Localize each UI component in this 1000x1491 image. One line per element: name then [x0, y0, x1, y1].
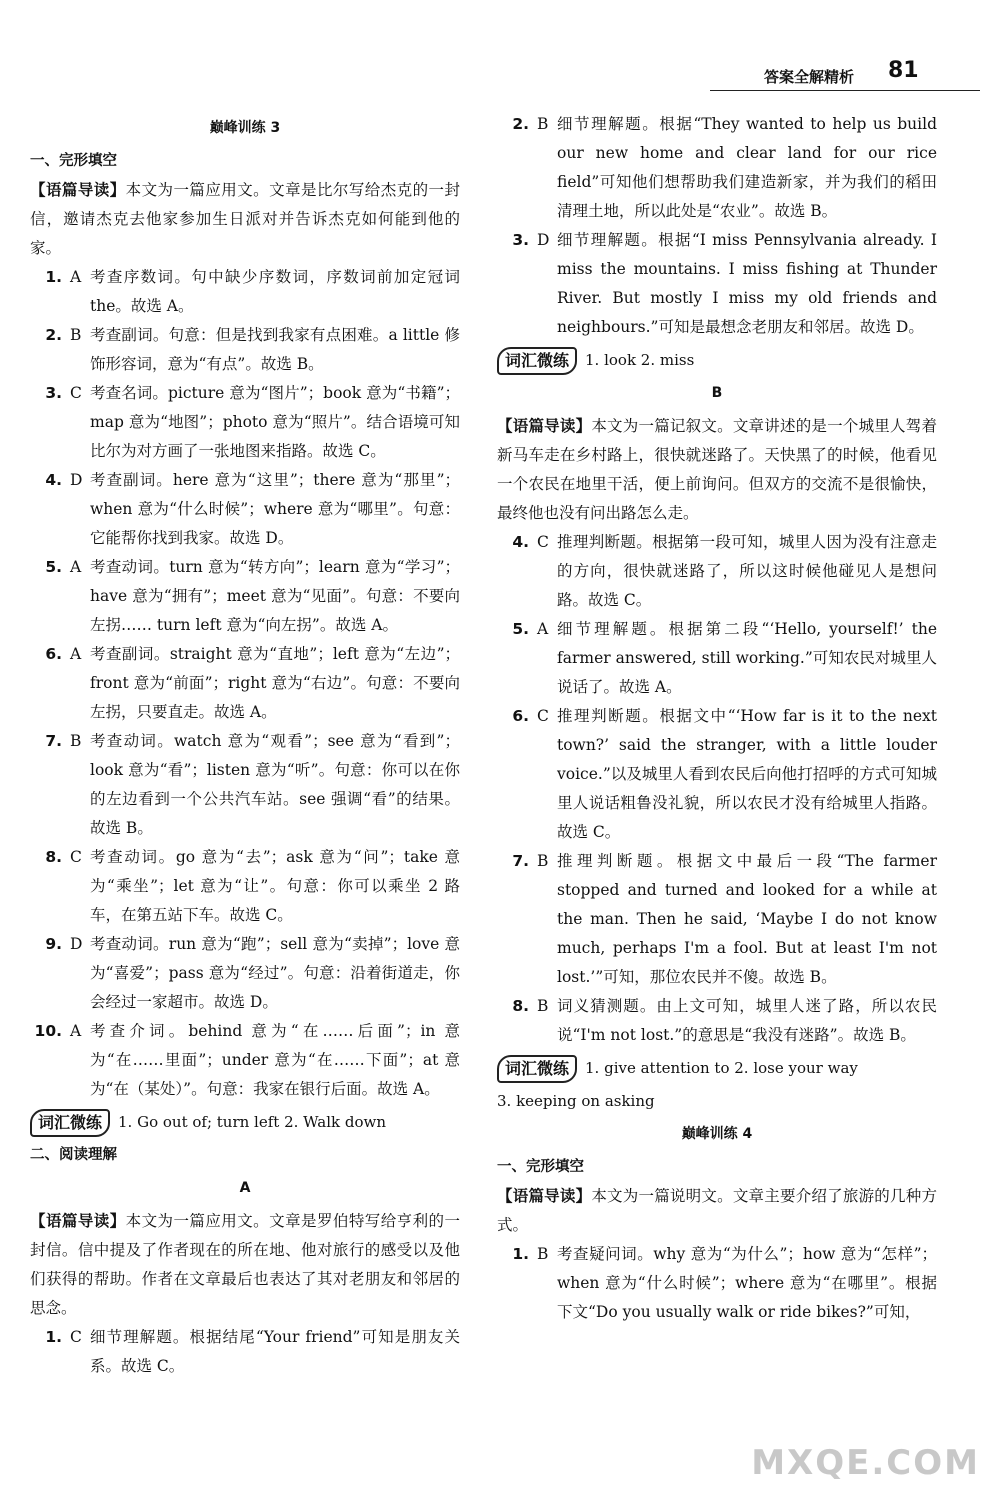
vocab-text: 1. look 2. miss: [585, 351, 695, 369]
part-heading: 一、完形填空: [497, 1159, 584, 1175]
item-answer: B: [537, 1245, 549, 1263]
guide-paragraph: [497, 1182, 937, 1240]
part-heading: 二、阅读理解: [30, 1147, 117, 1163]
guide-text: 本文为一篇记叙文。文章讲述的是一个城里人驾着新马车走在乡村路上，很快就迷路了。天快黑了的时候，他看见一个农民在地里干活，便上前询问。但双方的交流不是很愉快，最终他也没有问出路怎么走。: [497, 417, 937, 522]
item-answer: D: [70, 935, 83, 953]
item-text: 考查动词。watch 意为“观看”；see 意为“看到”；look 意为“看”；listen 意为“听”。句意：你可以在你的左边看到一个公共汽车站。see 强调“看”的结果。故选 B。: [90, 732, 460, 837]
item-number: 3.: [512, 231, 529, 249]
item-answer: D: [70, 471, 83, 489]
item-number: 2.: [512, 115, 529, 133]
guide-tag: 【语篇导读】: [30, 1212, 126, 1230]
answer-item: [497, 615, 937, 702]
answer-item: [30, 1323, 460, 1381]
vocab-badge: 词汇微练: [497, 347, 577, 375]
item-text: 推理判断题。根据文中最后一段“The farmer stopped and turned and looked for a while at the man. Then he said, ‘Maybe I do not know much, perhaps I'm a fool. But at least I'm not lost.’”可知，那位农民并不傻。故选 B。: [557, 852, 937, 986]
answer-item: [497, 110, 937, 226]
item-text: 考查动词。run 意为“跑”；sell 意为“卖掉”；love 意为“喜爱”；pass 意为“经过”。句意：沿着街道走，你会经过一家超市。故选 D。: [90, 935, 460, 1011]
item-number: 5.: [512, 620, 529, 638]
item-answer: C: [70, 1328, 82, 1346]
answer-item: [30, 727, 460, 843]
page-number: 81: [888, 58, 919, 83]
item-answer: A: [537, 620, 549, 638]
item-number: 1.: [512, 1245, 529, 1263]
answer-item: [30, 466, 460, 553]
vocab-text-line2: 3. keeping on asking: [497, 1092, 655, 1110]
item-text: 考查疑问词。why 意为“为什么”；how 意为“怎样”；when 意为“什么时候”；where 意为“在哪里”。根据下文“Do you usually walk or ride bikes?”可知，: [557, 1245, 937, 1321]
answer-item: [497, 528, 937, 615]
guide-paragraph: [30, 1207, 460, 1323]
item-number: 6.: [45, 645, 62, 663]
answer-item: [30, 1017, 460, 1104]
guide-text: 本文为一篇应用文。文章是比尔写给杰克的一封信，邀请杰克去他家参加生日派对并告诉杰克如何能到他的家。: [30, 181, 460, 257]
item-answer: C: [70, 384, 82, 402]
answer-item: [30, 263, 460, 321]
guide-tag: 【语篇导读】: [497, 1187, 592, 1205]
item-text: 考查名词。picture 意为“图片”；book 意为“书籍”；map 意为“地图”；photo 意为“照片”。结合语境可知比尔为对方画了一张地图来指路。故选 C。: [90, 384, 460, 460]
item-answer: B: [537, 997, 549, 1015]
vocab-practice: [30, 1108, 460, 1137]
item-text: 考查介词。behind 意为“在……后面”；in 意为“在……里面”；under 意为“在……下面”；at 意为“在（某处）”。句意：我家在银行后面。故选 A。: [90, 1022, 460, 1098]
item-number: 4.: [512, 533, 529, 551]
guide-text: 本文为一篇说明文。文章主要介绍了旅游的几种方式。: [497, 1187, 937, 1234]
answer-list: [30, 263, 460, 1104]
answer-item: [30, 321, 460, 379]
item-answer: A: [70, 1022, 82, 1040]
item-text: 细节理解题。根据“They wanted to help us build our new home and clear land for our rice field”可知他们想帮助我们建造新家，并为我们的稻田清理土地，所以此处是“农业”。故选 B。: [557, 115, 937, 220]
item-number: 7.: [45, 732, 62, 750]
vocab-practice: [497, 1054, 937, 1083]
item-text: 考查动词。go 意为“去”；ask 意为“问”；take 意为“乘坐”；let 意为“让”。句意：你可以乘坐 2 路车，在第五站下车。故选 C。: [90, 848, 460, 924]
answer-item: [30, 640, 460, 727]
left-column: [30, 110, 460, 1381]
item-number: 3.: [45, 384, 62, 402]
answer-item: [497, 992, 937, 1050]
item-text: 词义猜测题。由上文可知，城里人迷了路，所以农民说“I'm not lost.”的意思是“我没有迷路”。故选 B。: [557, 997, 937, 1044]
answer-item: [497, 1240, 937, 1327]
passage-label: B: [711, 385, 723, 401]
item-number: 5.: [45, 558, 62, 576]
item-number: 4.: [45, 471, 62, 489]
item-text: 考查序数词。句中缺少序数词，序数词前加定冠词 the。故选 A。: [90, 268, 460, 315]
passage-label: A: [239, 1180, 251, 1196]
item-number: 6.: [512, 707, 529, 725]
item-text: 细节理解题。根据“I miss Pennsylvania already. I miss the mountains. I miss fishing at Thunder River. But mostly I miss my old friends and neighbours.”可知是最想念老朋友和邻居。故选 D。: [557, 231, 937, 336]
guide-paragraph: [497, 412, 937, 528]
item-text: 细节理解题。根据结尾“Your friend”可知是朋友关系。故选 C。: [90, 1328, 460, 1375]
item-number: 1.: [45, 268, 62, 286]
item-text: 推理判断题。根据第一段可知，城里人因为没有注意走的方向，很快就迷路了，所以这时候他碰见人是想问路。故选 C。: [557, 533, 937, 609]
vocab-text: 1. Go out of; turn left 2. Walk down: [118, 1113, 387, 1131]
guide-text: 本文为一篇应用文。文章是罗伯特写给亨利的一封信。信中提及了作者现在的所在地、他对旅行的感受以及他们获得的帮助。作者在文章最后也表达了其对老朋友和邻居的思念。: [30, 1212, 460, 1317]
guide-tag: 【语篇导读】: [30, 181, 126, 199]
item-text: 考查副词。here 意为“这里”；there 意为“那里”；when 意为“什么时候”；where 意为“哪里”。句意：它能帮你找到我家。故选 D。: [90, 471, 460, 547]
item-text: 推理判断题。根据文中“‘How far is it to the next town?’ said the stranger, with a little louder voice.”以及城里人看到农民后向他打招呼的方式可知城里人说话粗鲁没礼貌，所以农民才没有给城里人指路。故选 C。: [557, 707, 937, 841]
header-title: 答案全解精析: [764, 68, 855, 86]
item-answer: C: [537, 707, 549, 725]
watermark: MXQE.COM: [751, 1443, 980, 1483]
answer-item: [30, 930, 460, 1017]
answer-item: [497, 226, 937, 342]
item-number: 8.: [512, 997, 529, 1015]
answer-item: [497, 847, 937, 992]
item-number: 8.: [45, 848, 62, 866]
section-title: 巅峰训练 3: [209, 120, 281, 136]
item-answer: A: [70, 558, 82, 576]
item-answer: D: [537, 231, 550, 249]
right-column: [497, 110, 937, 1327]
vocab-practice: [497, 346, 937, 375]
item-answer: C: [70, 848, 82, 866]
section-title: 巅峰训练 4: [681, 1126, 753, 1142]
item-text: 考查副词。straight 意为“直地”；left 意为“左边”；front 意为“前面”；right 意为“右边”。句意：不要向左拐，只要直走。故选 A。: [90, 645, 460, 721]
item-answer: B: [537, 852, 549, 870]
item-answer: B: [70, 732, 82, 750]
answer-item: [30, 379, 460, 466]
item-number: 9.: [45, 935, 62, 953]
answer-item: [497, 702, 937, 847]
guide-paragraph: [30, 176, 460, 263]
vocab-text: 1. give attention to 2. lose your way: [585, 1059, 858, 1077]
header-rule: [710, 90, 980, 91]
item-answer: C: [537, 533, 549, 551]
item-number: 7.: [512, 852, 529, 870]
vocab-badge: 词汇微练: [30, 1109, 110, 1137]
item-answer: B: [70, 326, 82, 344]
item-answer: A: [70, 645, 82, 663]
item-text: 考查副词。句意：但是找到我家有点困难。a little 修饰形容词，意为“有点”。故选 B。: [90, 326, 460, 373]
item-text: 细节理解题。根据第二段“‘Hello, yourself!’ the farmer answered, still working.”可知农民对城里人说话了。故选 A。: [557, 620, 937, 696]
item-answer: B: [537, 115, 549, 133]
part-heading: 一、完形填空: [30, 153, 117, 169]
item-number: 1.: [45, 1328, 62, 1346]
guide-tag: 【语篇导读】: [497, 417, 592, 435]
item-number: 10.: [34, 1022, 62, 1040]
item-answer: A: [70, 268, 82, 286]
answer-item: [30, 843, 460, 930]
answer-item: [30, 553, 460, 640]
page-header: [710, 58, 980, 98]
item-text: 考查动词。turn 意为“转方向”；learn 意为“学习”；have 意为“拥有”；meet 意为“见面”。句意：不要向左拐…… turn left 意为“向左拐”。故选 A。: [90, 558, 460, 634]
vocab-badge: 词汇微练: [497, 1055, 577, 1083]
item-number: 2.: [45, 326, 62, 344]
